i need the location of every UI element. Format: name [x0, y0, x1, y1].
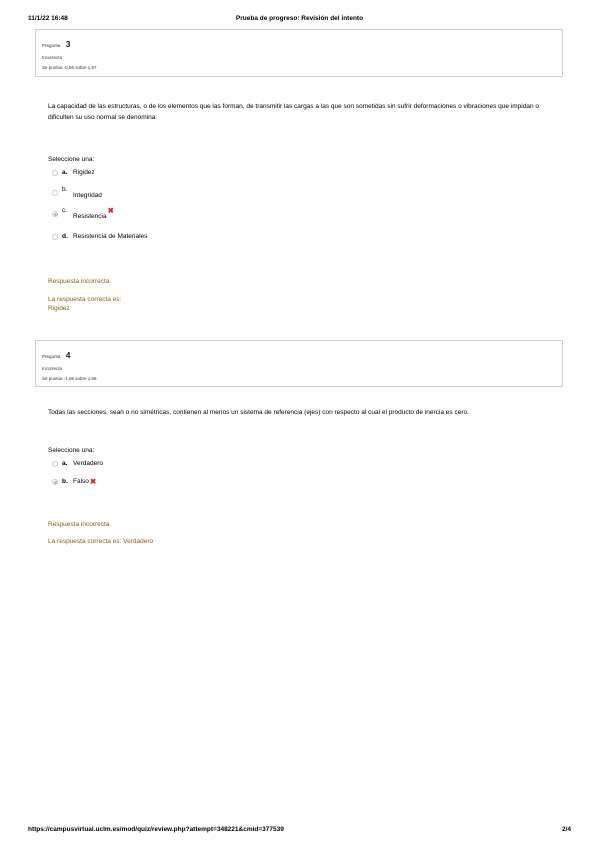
question-label: Pregunta [42, 43, 61, 48]
print-footer [28, 826, 571, 836]
answer-text: Integridad [73, 192, 102, 199]
radio-button[interactable] [52, 190, 58, 196]
print-page-number: 2/4 [561, 826, 571, 833]
question-3-feedback: Respuesta incorrecta. [48, 278, 112, 285]
question-4-correct-answer: La respuesta correcta es: Verdadero [48, 538, 154, 545]
question-3-text: La capacidad de las estructuras, o de los elementos que las forman, de transmitir las cargas a las que son sometidas sin sufrir deformaciones o vibraciones que impidan o dificulten su uso normal se denomina: [48, 103, 540, 121]
question-3-answer-c[interactable] [52, 206, 114, 221]
question-4-info-box [35, 340, 563, 387]
print-url: https://campusvirtual.uclm.es/mod/quiz/review.php?attempt=348221&cmid=377539 [28, 826, 284, 833]
question-3-answer-a[interactable] [52, 169, 95, 176]
question-4-feedback: Respuesta incorrecta. [48, 521, 112, 528]
question-3-correct-answer: Rigidez [48, 305, 70, 312]
question-3-info-box [35, 29, 563, 77]
answer-text: Falso [73, 478, 89, 486]
question-3-prompt: Seleccione una: [48, 156, 95, 163]
question-label: Pregunta [42, 354, 61, 359]
radio-button[interactable] [52, 234, 58, 240]
question-number: 3 [65, 39, 71, 49]
print-header [28, 15, 571, 25]
answer-letter: c. [62, 207, 68, 215]
radio-button-selected[interactable] [52, 479, 58, 485]
question-grade: Se puntúa -1,66 sobre 1,66 [42, 376, 97, 381]
incorrect-x-icon: ✖ [89, 477, 97, 486]
question-number: 4 [65, 350, 71, 360]
radio-button[interactable] [52, 461, 58, 467]
question-3-answer-b[interactable] [52, 186, 102, 199]
answer-letter: d. [62, 233, 68, 240]
question-state: Incorrecta [42, 366, 63, 371]
answer-text: Resistencia de Materiales [73, 233, 148, 240]
radio-button[interactable] [52, 170, 58, 176]
question-3-correct-label: La respuesta correcta es: [48, 296, 122, 303]
answer-text: Resistencia [73, 213, 107, 221]
answer-letter: a. [62, 169, 68, 176]
question-4-text: Todas las secciones, sean o no simétricas, contienen al menos un sistema de referencia (ejes) con respecto al cual el producto de inercia es cero. [48, 409, 469, 416]
question-3-answer-d[interactable] [52, 233, 147, 240]
radio-button-selected[interactable] [52, 211, 58, 217]
question-4-prompt: Seleccione una: [48, 447, 95, 454]
print-title: Prueba de progreso: Revisión del intento [235, 15, 364, 22]
answer-text: Verdadero [73, 460, 103, 467]
question-4-answer-b[interactable] [52, 478, 96, 486]
answer-letter: b. [62, 186, 68, 193]
incorrect-x-icon: ✖ [107, 206, 114, 215]
question-4-answer-a[interactable] [52, 460, 103, 467]
question-state: Incorrecta [42, 55, 63, 60]
answer-letter: a. [62, 460, 68, 467]
answer-letter: b. [62, 478, 68, 486]
question-grade: Se puntúa -0,56 sobre 1,67 [42, 65, 97, 70]
print-datetime: 11/1/22 16:48 [28, 15, 68, 22]
answer-text: Rigidez [73, 169, 95, 176]
